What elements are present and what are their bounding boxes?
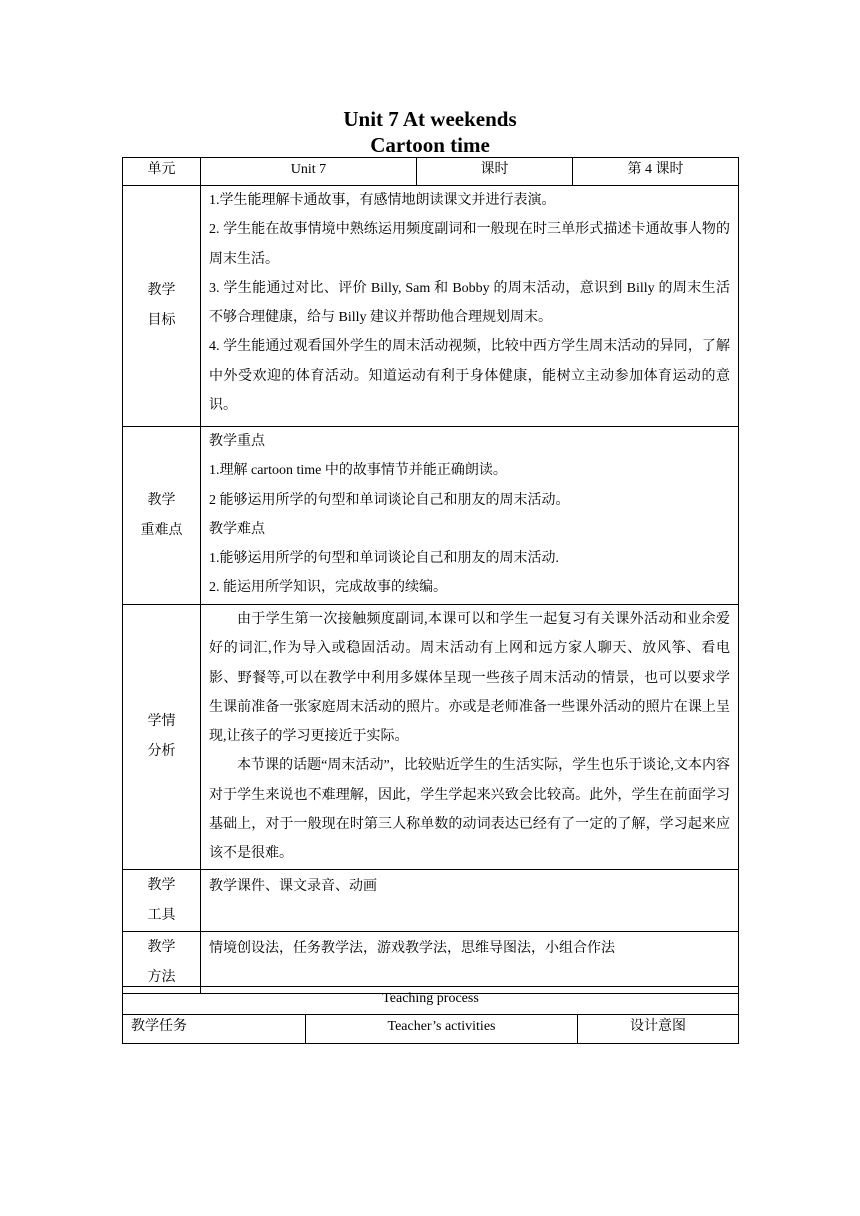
unit-value-cell — [201, 158, 417, 186]
analysis-label-cell — [123, 605, 201, 870]
process-col-activities: Teacher’s activities — [306, 1015, 578, 1044]
analysis-paragraph: 本节课的话题“周末活动”，比较贴近学生的生活实际，学生也乐于谈论,文本内容对于学生来说也不难理解，因此，学生学起来兴致会比较高。此外，学生在前面学习基础上，对于一般现在时第三人称单数的动词表达已经有了一定的了解，学习起来应该不是很难。 — [209, 758, 730, 862]
period-value: 第 4 课时 — [627, 162, 684, 177]
unit-label-cell — [123, 158, 201, 186]
analysis-paragraph: 由于学生第一次接触频度副词,本课可以和学生一起复习有关课外活动和业余爱好的词汇,作为导入或稳固活动。周末活动有上网和远方家人聊天、放风筝、看电影、野餐等,可以在教学中利用多媒体呈现一些孩子周末活动的情景，也可以要求学生课前准备一张家庭周末活动的照片。亦或是老师准备一些课外活动的照片在课上呈现,让孩子的学习更接近于实际。 — [209, 612, 730, 745]
tools-row — [123, 870, 739, 932]
key-points-label-cell — [123, 427, 201, 605]
key-point-line: 教学重点 — [209, 434, 265, 449]
period-label: 课时 — [480, 162, 509, 177]
key-points-label-line2: 重难点 — [140, 522, 183, 538]
methods-content: 情境创设法，任务教学法，游戏教学法，思维导图法，小组合作法 — [201, 932, 739, 994]
key-point-line: 1.能够运用所学的句型和单词谈论自己和朋友的周末活动. — [209, 551, 559, 567]
objective-item: 3. 学生能通过对比、评价 Billy, Sam 和 Bobby 的周末活动，意识到 Billy 的周末生活不够合理健康，给与 Billy 建议并帮助他合理规划周末。 — [209, 280, 730, 326]
objective-item: 2. 学生能在故事情境中熟练运用频度副词和一般现在时三单形式描述卡通故事人物的周末生活。 — [209, 222, 730, 267]
process-heading: Teaching process — [123, 987, 739, 1015]
tools-label-cell — [123, 870, 201, 932]
methods-label-line2: 方法 — [147, 970, 176, 985]
key-points-label-line1: 教学 — [147, 492, 176, 508]
methods-label-cell — [123, 932, 201, 994]
lesson-plan-table — [122, 157, 739, 994]
key-point-line: 2. 能运用所学知识，完成故事的续编。 — [209, 580, 447, 596]
process-col-task: 教学任务 — [123, 1015, 306, 1044]
analysis-label-line2: 分析 — [147, 744, 176, 759]
tools-label-line1: 教学 — [147, 878, 176, 893]
period-value-cell — [573, 158, 739, 186]
objective-item: 1.学生能理解卡通故事，有感情地朗读课文并进行表演。 — [209, 193, 556, 208]
analysis-content — [201, 605, 739, 870]
unit-value: Unit 7 — [290, 162, 327, 177]
tools-label-line2: 工具 — [147, 908, 176, 923]
key-point-line: 1.理解 cartoon time 中的故事情节并能正确朗读。 — [209, 463, 507, 479]
methods-label-line1: 教学 — [147, 940, 176, 955]
key-point-line: 教学难点 — [209, 521, 265, 537]
unit-label: 单元 — [147, 162, 176, 177]
key-points-content — [201, 427, 739, 605]
analysis-row — [123, 605, 739, 870]
objectives-label-cell — [123, 186, 201, 427]
objectives-label-line2: 目标 — [147, 313, 176, 328]
document-subtitle: Cartoon time — [370, 133, 490, 157]
key-points-row — [123, 427, 739, 605]
process-col-intent: 设计意图 — [578, 1015, 739, 1044]
tools-content: 教学课件、课文录音、动画 — [201, 870, 739, 932]
objectives-label-line1: 教学 — [147, 283, 176, 298]
analysis-label-line1: 学情 — [147, 714, 176, 729]
document-title: Unit 7 At weekends — [343, 107, 517, 131]
objectives-content — [201, 186, 739, 427]
header-row — [123, 158, 739, 186]
methods-row — [123, 932, 739, 994]
objective-item: 4. 学生能通过观看国外学生的周末活动视频，比较中西方学生周末活动的异同，了解中外受欢迎的体育活动。知道运动有利于身体健康，能树立主动参加体育运动的意识。 — [209, 339, 730, 414]
process-table — [122, 986, 739, 1044]
process-columns-row — [123, 1015, 739, 1044]
objectives-row — [123, 186, 739, 427]
period-label-cell — [417, 158, 573, 186]
key-point-line: 2 能够运用所学的句型和单词谈论自己和朋友的周末活动。 — [209, 492, 570, 508]
process-heading-row — [123, 987, 739, 1015]
